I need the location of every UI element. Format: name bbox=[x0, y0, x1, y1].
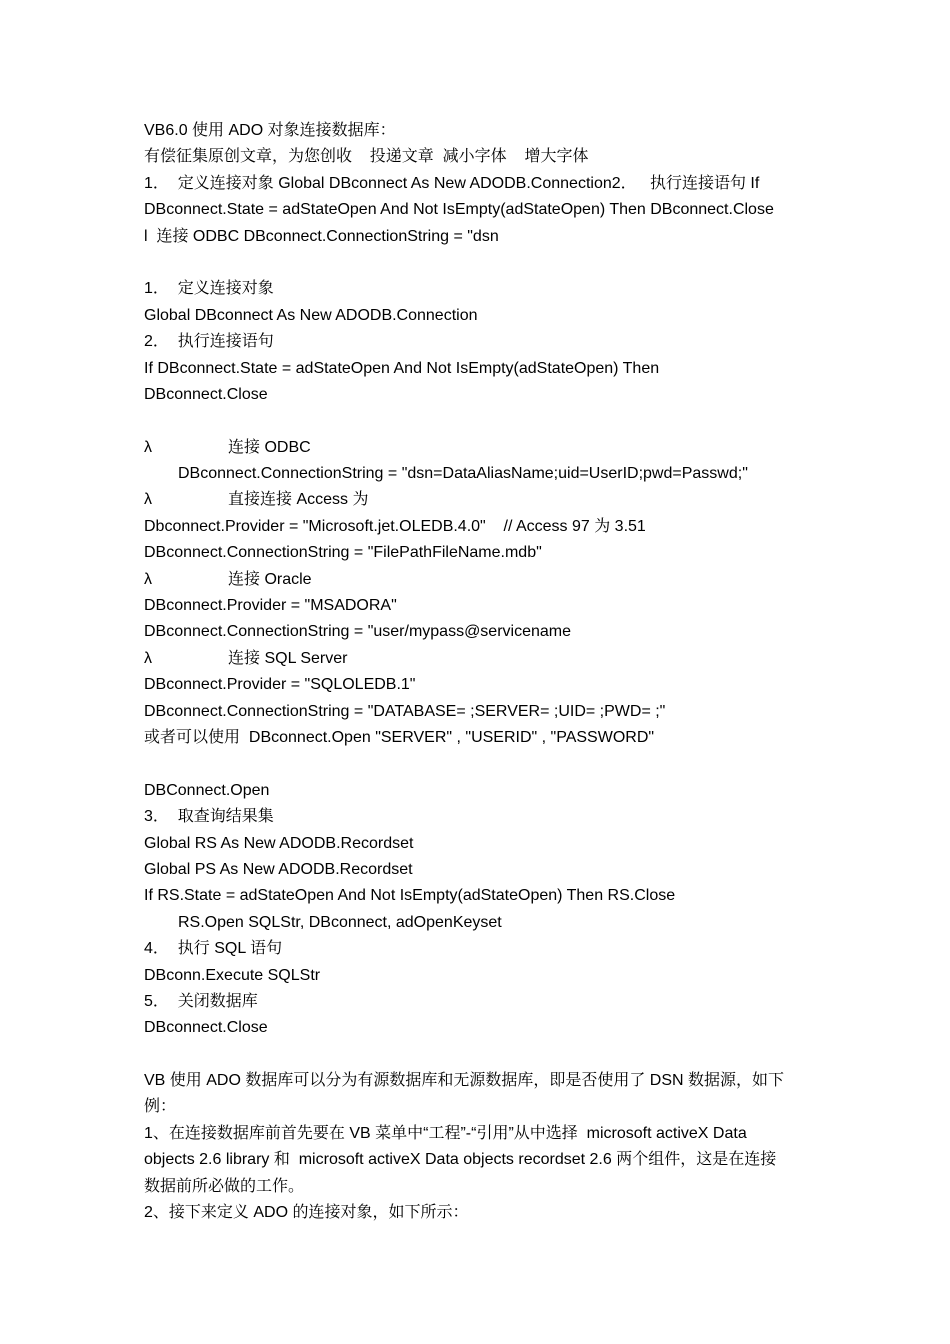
text-line: If RS.State = adStateOpen And Not IsEmpty(adStateOpen) Then RS.Close bbox=[144, 887, 676, 905]
text-line: DBConnect.Open bbox=[144, 781, 270, 799]
text-line: Global PS As New ADODB.Recordset bbox=[144, 860, 413, 878]
text-line: 1． 定义连接对象 bbox=[144, 280, 274, 298]
text-line: DBconnect.ConnectionString = "user/mypass@servicename bbox=[144, 623, 572, 641]
blank-line bbox=[144, 250, 814, 276]
text-line: 例： bbox=[144, 1098, 177, 1116]
blank-line bbox=[144, 751, 814, 777]
text-line: 有偿征集原创文章，为您创收 投递文章 减小字体 增大字体 bbox=[144, 148, 589, 166]
text-line: 4． 执行 SQL 语句 bbox=[144, 940, 283, 958]
text-line: Dbconnect.Provider = "Microsoft.jet.OLEDB.4.0" // Access 97 为 3.51 bbox=[144, 517, 646, 535]
text-line: DBconnect.Provider = "MSADORA" bbox=[144, 597, 397, 615]
bullet-text: 连接 Oracle bbox=[228, 570, 312, 588]
text-line: VB6.0 使用 ADO 对象连接数据库： bbox=[144, 122, 396, 139]
blank-line bbox=[144, 408, 814, 434]
document-body bbox=[144, 118, 814, 1226]
text-line: DBconnect.ConnectionString = "FilePathFileName.mdb" bbox=[144, 544, 542, 562]
lambda-bullet: λ bbox=[144, 438, 152, 456]
text-line: DBconn.Execute SQLStr bbox=[144, 966, 321, 984]
lambda-bullet: λ bbox=[144, 570, 152, 588]
text-line: 1． 定义连接对象 Global DBconnect As New ADODB.Connection2． 执行连接语句 If bbox=[144, 174, 760, 192]
text-line: DBconnect.ConnectionString = "DATABASE= ;SERVER= ;UID= ;PWD= ;" bbox=[144, 702, 666, 720]
blank-line bbox=[144, 1042, 814, 1068]
indented-code-line: DBconnect.ConnectionString = "dsn=DataAliasName;uid=UserID;pwd=Passwd;" bbox=[178, 465, 748, 483]
indented-code-line: RS.Open SQLStr, DBconnect, adOpenKeyset bbox=[178, 913, 502, 931]
bullet-text: 连接 ODBC bbox=[228, 438, 311, 456]
text-line: DBconnect.Close bbox=[144, 385, 268, 403]
text-line: Global DBconnect As New ADODB.Connection bbox=[144, 306, 478, 324]
text-line: DBconnect.Close bbox=[144, 1019, 268, 1037]
text-line: objects 2.6 library 和 microsoft activeX Data objects recordset 2.6 两个组件，这是在连接 bbox=[144, 1151, 777, 1169]
text-line: 或者可以使用 DBconnect.Open "SERVER" , "USERID" , "PASSWORD" bbox=[144, 728, 655, 746]
bullet-line bbox=[144, 646, 814, 672]
text-line: DBconnect.Provider = "SQLOLEDB.1" bbox=[144, 676, 416, 694]
bullet-line bbox=[144, 435, 814, 461]
bullet-text: 连接 SQL Server bbox=[228, 649, 348, 667]
text-line: 3． 取查询结果集 bbox=[144, 808, 274, 826]
text-line: If DBconnect.State = adStateOpen And Not IsEmpty(adStateOpen) Then bbox=[144, 359, 660, 377]
text-line: 5． 关闭数据库 bbox=[144, 992, 258, 1010]
text-line: Global RS As New ADODB.Recordset bbox=[144, 834, 414, 852]
text-line: DBconnect.State = adStateOpen And Not IsEmpty(adStateOpen) Then DBconnect.Close bbox=[144, 201, 774, 219]
text-line: 数据前所必做的工作。 bbox=[144, 1177, 305, 1195]
bullet-line bbox=[144, 487, 814, 513]
text-line: 2、接下来定义 ADO 的连接对象，如下所示： bbox=[144, 1204, 469, 1222]
text-line: 2． 执行连接语句 bbox=[144, 333, 274, 351]
text-line: 1、在连接数据库前首先要在 VB 菜单中“工程”-“引用”从中选择 microsoft activeX Data bbox=[144, 1124, 747, 1142]
text-line: VB 使用 ADO 数据库可以分为有源数据库和无源数据库，即是否使用了 DSN 数据源，如下 bbox=[144, 1072, 785, 1090]
bullet-line bbox=[144, 567, 814, 593]
lambda-bullet: λ bbox=[144, 491, 152, 509]
text-line: l 连接 ODBC DBconnect.ConnectionString = "dsn bbox=[144, 227, 499, 245]
lambda-bullet: λ bbox=[144, 649, 152, 667]
bullet-text: 直接连接 Access 为 bbox=[228, 491, 369, 509]
